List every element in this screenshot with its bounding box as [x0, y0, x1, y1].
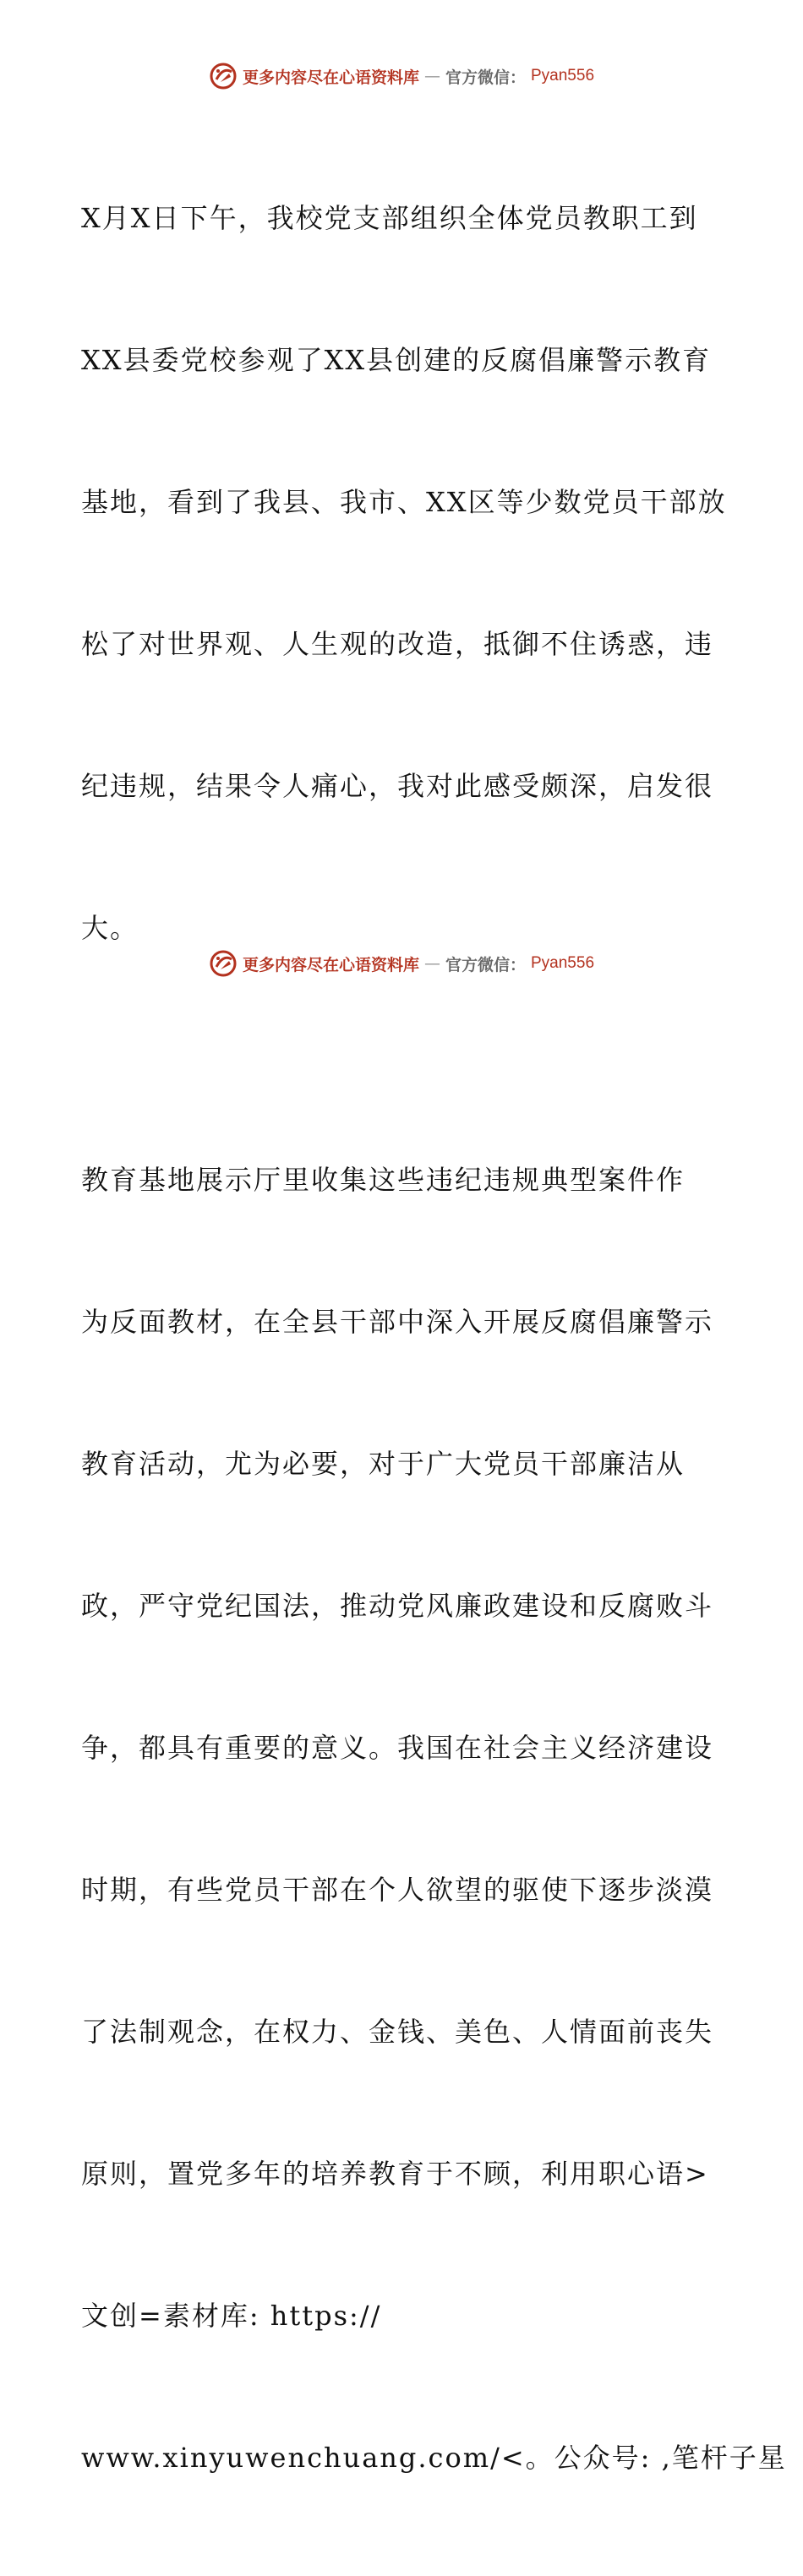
banner-separator: — [423, 67, 440, 85]
banner-wechat-label: 官方微信： [445, 68, 526, 87]
banner-wechat-id: Pyan556 [531, 954, 595, 972]
document-body [81, 100, 787, 2576]
text-line: www.xinyuwenchuang.com/<。公众号: ,笔杆子星 [81, 2442, 787, 2474]
text-line: 原则，置党多年的培养教育于不顾，利用职心语> [81, 2158, 709, 2190]
text-line: 教育活动，尤为必要，对于广大党员干部廉洁从 [81, 1448, 686, 1480]
footer-banner [0, 947, 803, 980]
banner-main-text: 更多内容尽在心语资料库 [242, 68, 419, 87]
banner-separator: — [423, 954, 440, 973]
banner-wechat-id: Pyan556 [531, 67, 595, 85]
text-line: X月X日下午，我校党支部组织全体党员教职工到 [81, 202, 698, 234]
text-line: XX县委党校参观了XX县创建的反腐倡廉警示教育 [81, 344, 712, 376]
text-line: 了法制观念，在权力、金钱、美色、人情面前丧失 [81, 2016, 714, 2048]
brand-logo-icon [209, 949, 238, 978]
paragraph-2 [81, 1062, 787, 2576]
header-banner [0, 59, 803, 93]
text-line: 文创=素材库: https:// [81, 2300, 382, 2332]
banner-main-text: 更多内容尽在心语资料库 [242, 955, 419, 974]
paragraph-1 [81, 100, 732, 1046]
banner-wechat-label: 官方微信： [445, 955, 526, 974]
text-line: 纪违规，结果令人痛心，我对此感受颇深，启发很 [81, 770, 714, 802]
text-line: 为反面教材，在全县干部中深入开展反腐倡廉警示 [81, 1306, 714, 1338]
text-line: 松了对世界观、人生观的改造，抵御不住诱惑，违 [81, 628, 714, 660]
text-line: 大。 [81, 912, 139, 944]
text-line: 时期，有些党员干部在个人欲望的驱使下逐步淡漠 [81, 1874, 714, 1906]
text-line: 争，都具有重要的意义。我国在社会主义经济建设 [81, 1732, 714, 1764]
text-line: 教育基地展示厅里收集这些违纪违规典型案件作 [81, 1164, 686, 1196]
brand-logo-icon [209, 62, 238, 90]
text-line: 政，严守党纪国法，推动党风廉政建设和反腐败斗 [81, 1590, 714, 1622]
text-line: 基地，看到了我县、我市、XX区等少数党员干部放 [81, 486, 727, 518]
